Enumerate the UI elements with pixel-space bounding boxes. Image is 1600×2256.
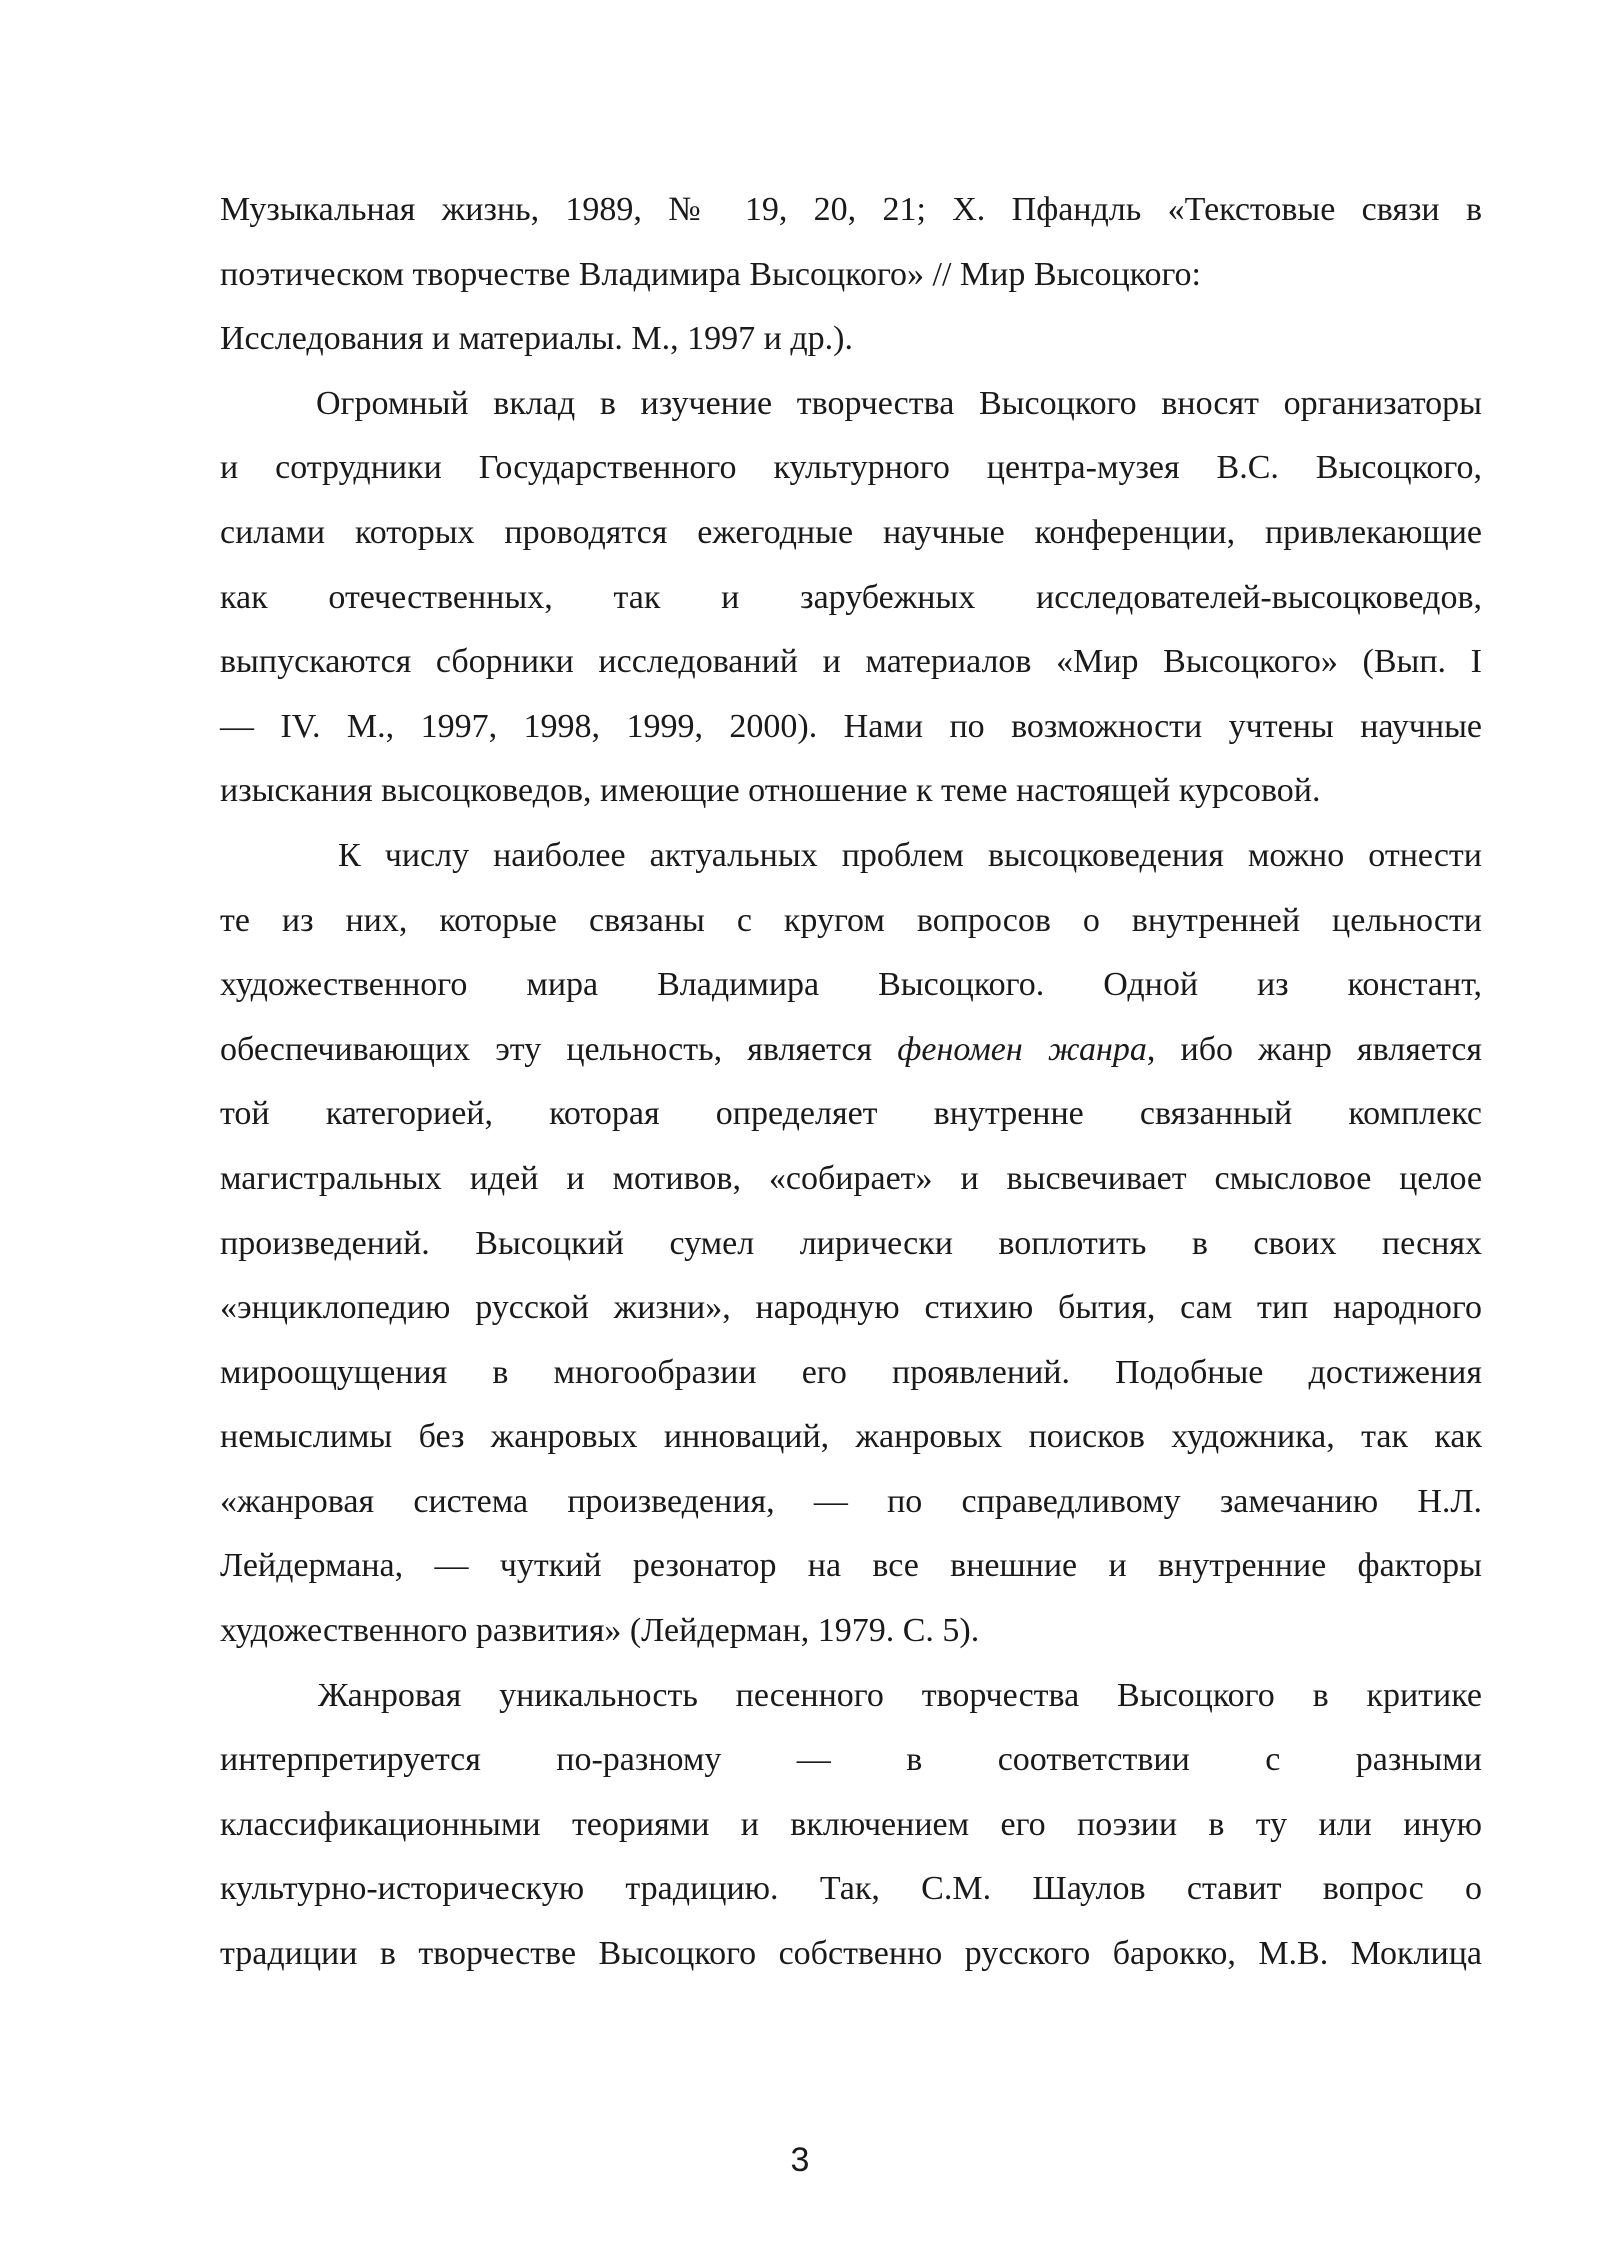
text-line [220,759,1482,824]
line-text: выпускаются сборники исследований и материалов «Мир Высоцкого» (Вып. I [220,643,1482,681]
line-text: силами которых проводятся ежегодные научные конференции, привлекающие [220,513,1482,551]
text-line [220,1728,1482,1793]
line-text: Исследования и материалы. М., 1997 и др.). [220,320,853,358]
text-line [220,1793,1482,1858]
text-line [220,1018,1482,1083]
line-text: интерпретируется по-разному — в соответствии с разными [220,1741,1482,1779]
text-line [220,307,1482,372]
text-line [220,566,1482,631]
line-text: изыскания высоцковедов, имеющие отношение к теме настоящей курсовой. [220,772,1321,810]
line-text: К числу наиболее актуальных проблем высоцковедения можно отнести [338,836,1482,874]
text-line [220,501,1482,566]
line-text: поэтическом творчестве Владимира Высоцкого» // Мир Высоцкого: [220,255,1202,293]
line-text: художественного развития» (Лейдерман, 1979. С. 5). [220,1612,980,1650]
line-text: художественного мира Владимира Высоцкого. Одной из констант, [220,966,1482,1004]
line-text: произведений. Высоцкий сумел лирически воплотить в своих песнях [220,1224,1482,1262]
page-number: 3 [790,2141,810,2179]
line-text: Лейдермана, — чуткий резонатор на все внешние и внутренние факторы [220,1547,1482,1585]
line-text: те из них, которые связаны с кругом вопросов о внутренней цельности [220,901,1482,939]
line-text: как отечественных, так и зарубежных исследователей-высоцковедов, [220,578,1482,616]
text-line [220,1599,1482,1664]
line-text: мироощущения в многообразии его проявлений. Подобные достижения [220,1353,1482,1391]
text-line [220,1664,1482,1729]
text-line [220,953,1482,1018]
text-line [220,695,1482,760]
line-text: магистральных идей и мотивов, «собирает» и высвечивает смысловое целое [220,1159,1482,1197]
line-text: немыслимы без жанровых инноваций, жанровых поисков художника, так как [220,1418,1482,1456]
line-text: Жанровая уникальность песенного творчества Высоцкого в критике [318,1676,1482,1714]
line-text: классификационными теориями и включением его поэзии в ту или иную [220,1805,1482,1843]
text-line [220,1534,1482,1599]
text-line [220,1857,1482,1922]
text-line [220,1405,1482,1470]
line-text: Огромный вклад в изучение творчества Высоцкого вносят организаторы [316,384,1482,422]
line-text: «энциклопедию русской жизни», народную стихию бытия, сам тип народного [220,1289,1482,1327]
line-text: традиции в творчестве Высоцкого собственно русского барокко, М.В. Моклица [220,1935,1482,1973]
text-line [220,1082,1482,1147]
text-line [220,178,1482,243]
text-line [220,243,1482,308]
text-line [220,372,1482,437]
text-line [220,630,1482,695]
line-text: «жанровая система произведения, — по справедливому замечанию Н.Л. [220,1482,1482,1520]
line-text: — IV. М., 1997, 1998, 1999, 2000). Нами по возможности учтены научные [220,707,1482,745]
text-line [220,1470,1482,1535]
text-line [220,1276,1482,1341]
line-text: той категорией, которая определяет внутренне связанный комплекс [220,1095,1482,1133]
emphasis-text: феномен жанра [897,1030,1147,1068]
line-text: Музыкальная жизнь, 1989, № 19, 20, 21; Х. Пфандль «Текстовые связи в [220,191,1482,228]
text-line [220,1212,1482,1277]
text-line [220,1147,1482,1212]
line-text: , ибо жанр является [1146,1030,1482,1068]
body-text [220,178,1482,1987]
line-text: и сотрудники Государственного культурного центра-музея В.С. Высоцкого, [220,449,1482,487]
line-text: культурно-историческую традицию. Так, С.М. Шаулов ставит вопрос о [220,1870,1482,1908]
text-line [220,436,1482,501]
text-line [220,889,1482,954]
text-line [220,1341,1482,1406]
line-text: обеспечивающих эту цельность, является [220,1030,898,1068]
text-line [220,1922,1482,1987]
text-line [220,824,1482,889]
